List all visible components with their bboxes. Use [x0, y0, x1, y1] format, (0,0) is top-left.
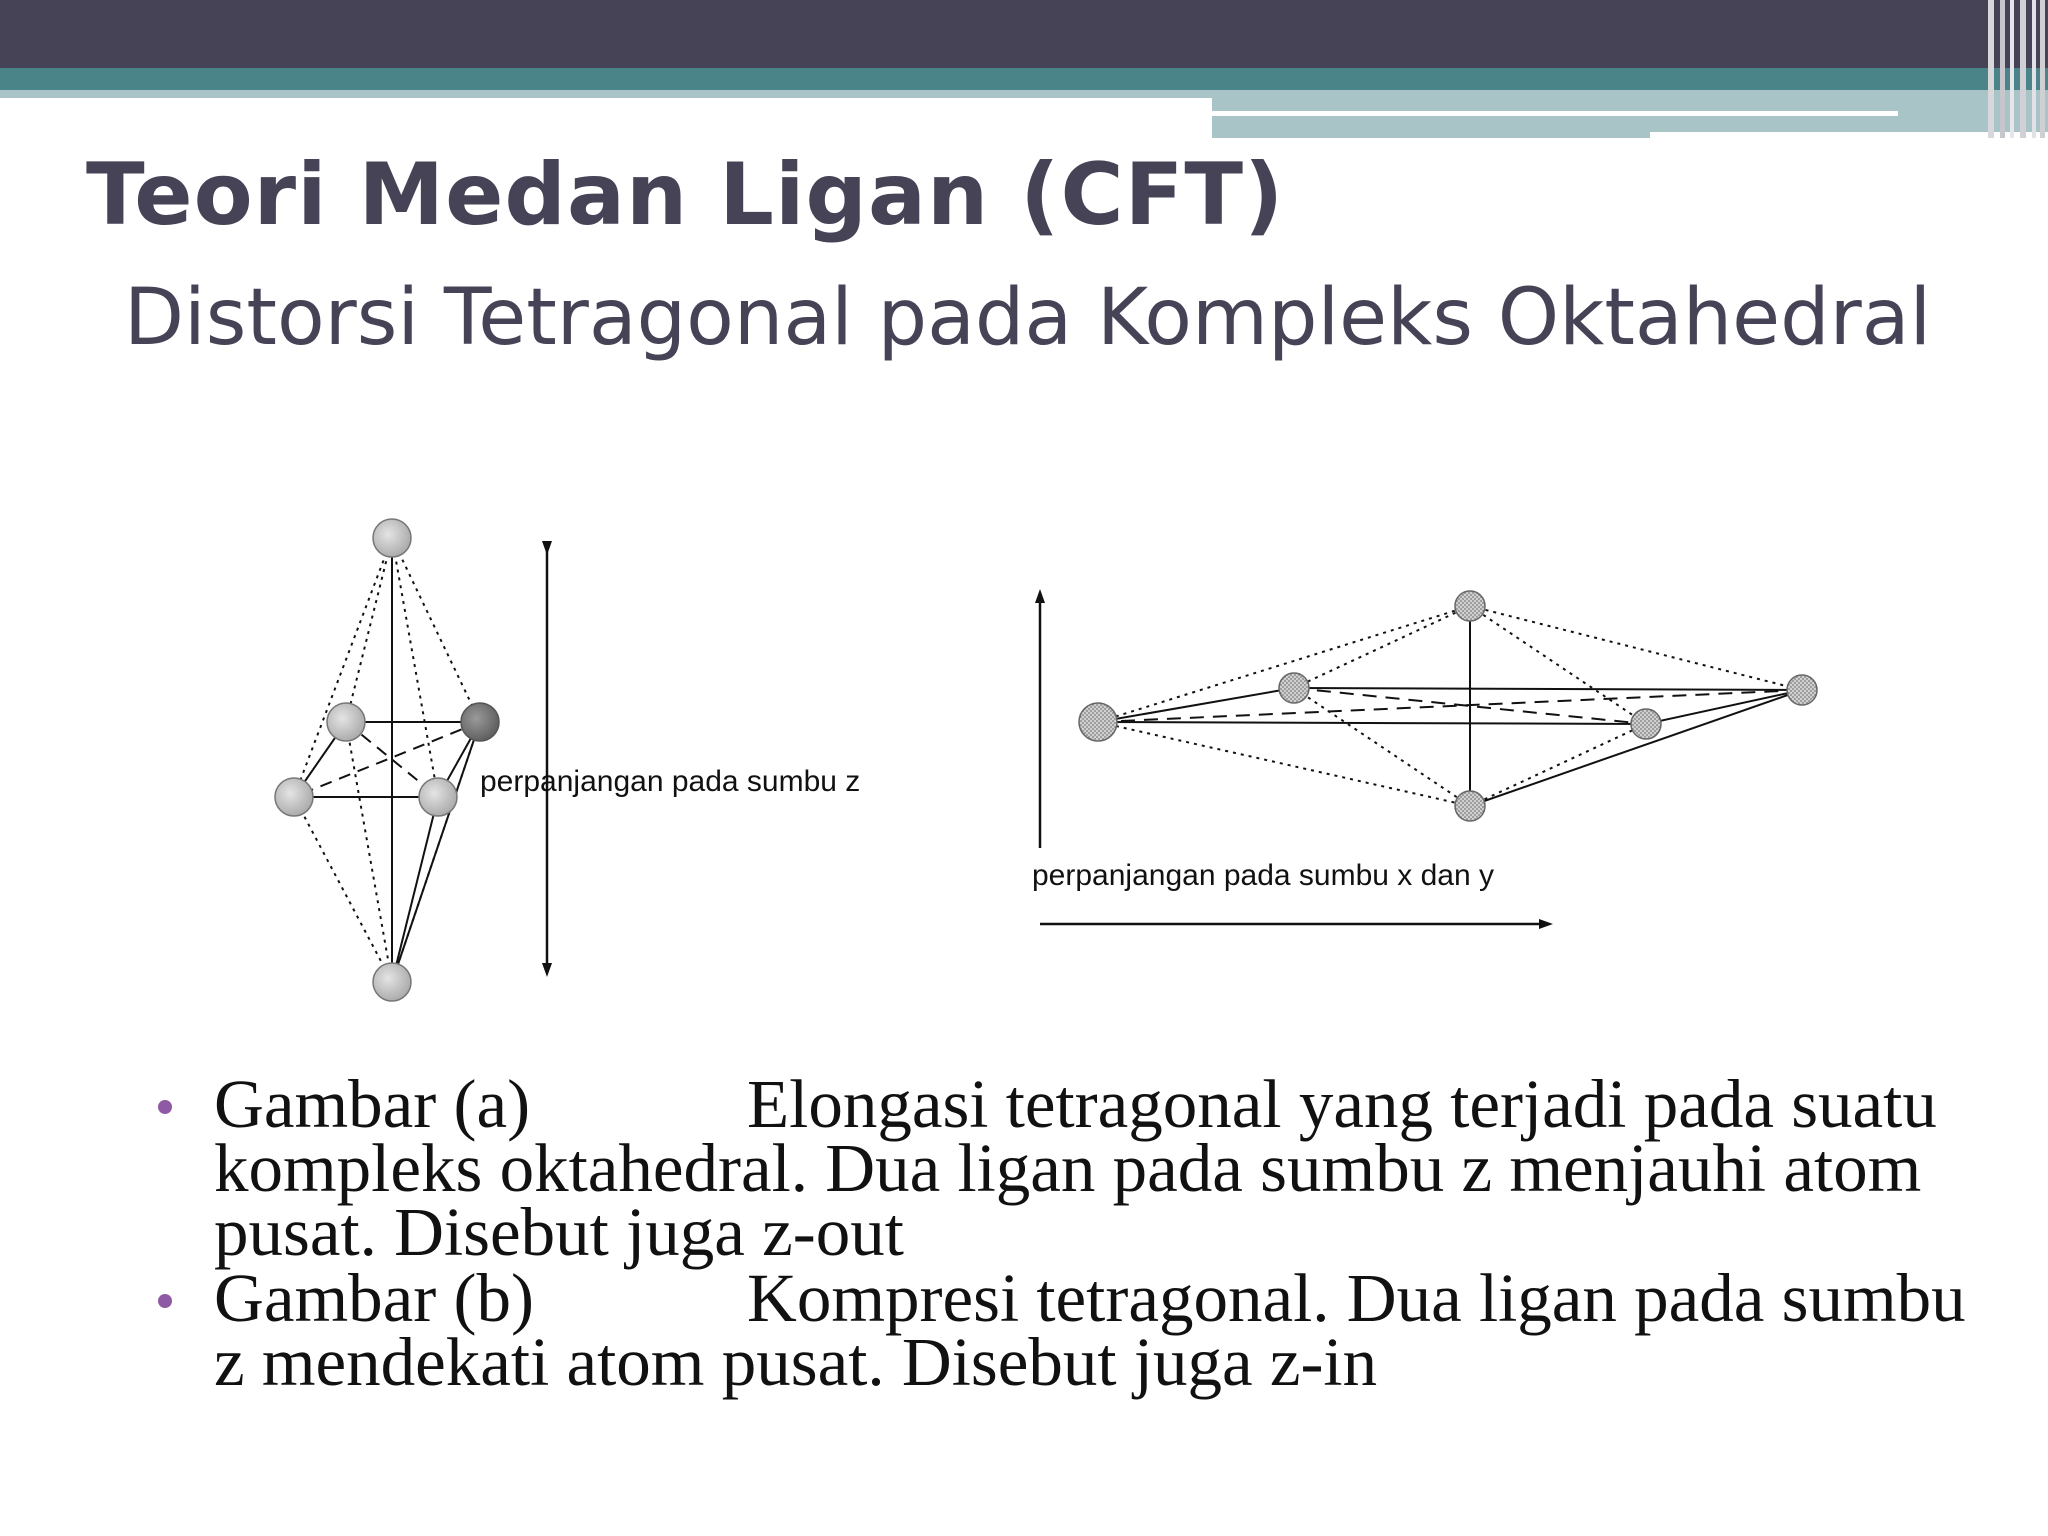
elongated-octahedron-diagram [275, 519, 860, 1001]
bullet-item-b [150, 1260, 1970, 1400]
bullet-text: Kompresi tetragonal. Dua ligan pada sumbu z mendekati atom pusat. Disebut juga z-in [214, 1260, 1966, 1400]
bullet-head: Gambar (b) [214, 1260, 534, 1336]
slide-subtitle: Distorsi Tetragonal pada Kompleks Oktahedral [124, 273, 1932, 363]
bullet-dot [158, 1294, 172, 1308]
ligand-top [373, 519, 411, 557]
header-light-strip [0, 90, 1212, 98]
bullet-dot [158, 1100, 172, 1114]
header-decoration [0, 0, 2048, 150]
header-teal-band [0, 68, 2048, 90]
ligand-b-left [1079, 703, 1117, 741]
ligand-b-front [1631, 709, 1661, 739]
ligand-back-left [327, 703, 365, 741]
bullet-head: Gambar (a) [214, 1066, 531, 1142]
label-elongation-xy: perpanjangan pada sumbu x dan y [1032, 859, 1495, 892]
header-white-line [1212, 111, 1898, 116]
slide-title: Teori Medan Ligan (CFT) [86, 145, 1285, 245]
compressed-octahedron-diagram [1032, 591, 1817, 924]
ligand-back-right [461, 703, 499, 741]
ligand-b-right [1787, 675, 1817, 705]
header-dark-bar [0, 0, 2048, 68]
bullet-item-a [150, 1066, 1970, 1270]
bullet-list [150, 1066, 1970, 1400]
ligand-b-bottom [1455, 791, 1485, 821]
ligand-bottom [373, 963, 411, 1001]
ligand-b-top [1455, 591, 1485, 621]
distortion-figure [0, 480, 2048, 1020]
ligand-b-back [1279, 673, 1309, 703]
ligand-front-right [419, 778, 457, 816]
ligand-front-left [275, 778, 313, 816]
label-elongation-z: perpanjangan pada sumbu z [480, 765, 861, 798]
bullet-text: Elongasi tetragonal yang terjadi pada suatu kompleks oktahedral. Dua ligan pada sumbu z menjauhi atom pusat. Disebut juga z-out [214, 1066, 1937, 1270]
